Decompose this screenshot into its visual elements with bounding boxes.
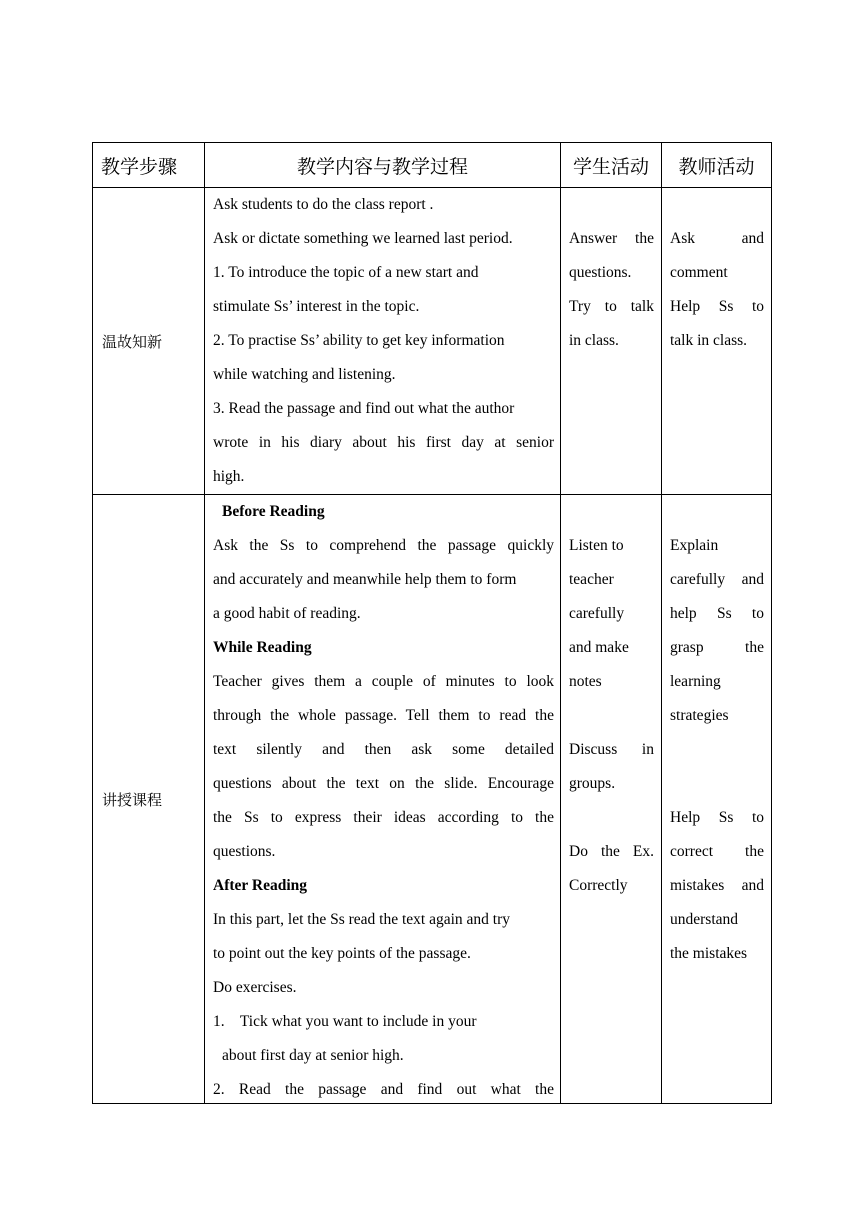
teacher-line: mistakes and	[670, 877, 764, 894]
content-line: through the whole passage. Tell them to read the	[213, 707, 554, 724]
content-line: 1. To introduce the topic of a new start and	[213, 264, 479, 281]
student-line: questions.	[569, 264, 632, 281]
student-line: Listen to	[569, 537, 624, 554]
teacher-activity-cell	[662, 495, 772, 1104]
teacher-line: strategies	[670, 707, 729, 724]
student-line: notes	[569, 673, 602, 690]
content-line: Do exercises.	[213, 979, 297, 996]
student-line: Try to talk	[569, 298, 654, 315]
content-line: wrote in his diary about his first day at senior	[213, 434, 554, 451]
student-line: Discuss in	[569, 741, 654, 758]
teacher-line: comment	[670, 264, 728, 281]
header-content: 教学内容与教学过程	[205, 143, 561, 188]
content-line: Ask the Ss to comprehend the passage quickly	[213, 537, 554, 554]
content-line: 2. Read the passage and find out what the	[213, 1081, 554, 1098]
teacher-line: Help Ss to	[670, 298, 764, 315]
teacher-line: correct the	[670, 843, 764, 860]
content-line: a good habit of reading.	[213, 605, 361, 622]
header-teacher-activity: 教师活动	[662, 143, 772, 188]
content-line: 1. Tick what you want to include in your	[213, 1013, 477, 1030]
student-activity-cell	[561, 495, 662, 1104]
student-line: in class.	[569, 332, 619, 349]
content-cell	[205, 495, 561, 1104]
header-student-activity: 学生活动	[561, 143, 662, 188]
content-line: and accurately and meanwhile help them to form	[213, 571, 517, 588]
student-line: carefully	[569, 605, 625, 622]
teacher-line: carefully and	[670, 571, 764, 588]
teacher-line: Help Ss to	[670, 809, 764, 826]
lesson-plan-table	[92, 142, 772, 1104]
content-line: 2. To practise Ss’ ability to get key information	[213, 332, 505, 349]
content-line: high.	[213, 468, 245, 485]
teacher-line: understand	[670, 911, 739, 928]
student-line: Do the Ex.	[569, 843, 654, 860]
content-line: about first day at senior high.	[222, 1047, 404, 1064]
content-line: Ask students to do the class report .	[213, 196, 434, 213]
content-line: questions.	[213, 843, 276, 860]
student-line: groups.	[569, 775, 616, 792]
section-heading: While Reading	[213, 639, 312, 656]
student-line: Correctly	[569, 877, 628, 894]
content-line: stimulate Ss’ interest in the topic.	[213, 298, 420, 315]
table-row	[93, 495, 772, 1104]
table-row	[93, 188, 772, 495]
teacher-line: the mistakes	[670, 945, 748, 962]
content-line: 3. Read the passage and find out what the author	[213, 400, 515, 417]
student-activity-cell	[561, 188, 662, 495]
teacher-line: talk in class.	[670, 332, 748, 349]
teacher-line: learning	[670, 673, 721, 690]
header-row	[93, 143, 772, 188]
content-line: Ask or dictate something we learned last period.	[213, 230, 513, 247]
student-line: teacher	[569, 571, 614, 588]
section-heading: After Reading	[213, 877, 307, 894]
content-line: In this part, let the Ss read the text again and try	[213, 911, 510, 928]
teacher-line: grasp the	[670, 639, 764, 656]
student-line: Answer the	[569, 230, 654, 247]
step-label: 讲授课程	[93, 495, 205, 1104]
section-heading: Before Reading	[222, 503, 325, 520]
teacher-activity-cell	[662, 188, 772, 495]
content-line: the Ss to express their ideas according to the	[213, 809, 554, 826]
step-label: 温故知新	[93, 188, 205, 495]
header-step: 教学步骤	[93, 143, 205, 188]
content-line: while watching and listening.	[213, 366, 396, 383]
content-cell	[205, 188, 561, 495]
content-line: to point out the key points of the passage.	[213, 945, 471, 962]
content-line: questions about the text on the slide. Encourage	[213, 775, 554, 792]
content-line: text silently and then ask some detailed	[213, 741, 554, 758]
content-line: Teacher gives them a couple of minutes to look	[213, 673, 554, 690]
student-line: and make	[569, 639, 629, 656]
teacher-line: help Ss to	[670, 605, 764, 622]
teacher-line: Explain	[670, 537, 719, 554]
teacher-line: Ask and	[670, 230, 764, 247]
